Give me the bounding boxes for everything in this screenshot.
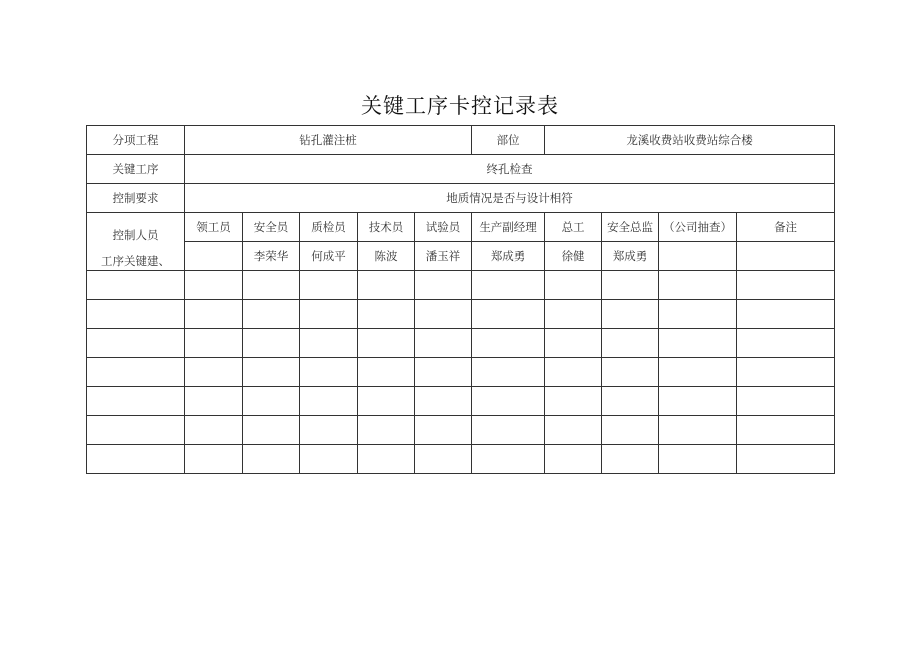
names-row <box>87 242 835 271</box>
control-requirement-label: 控制要求 <box>87 184 185 213</box>
blank-cell[interactable] <box>185 358 243 387</box>
role-cell: 领工员 <box>185 213 243 242</box>
blank-cell[interactable] <box>602 300 659 329</box>
blank-cell[interactable] <box>415 271 472 300</box>
blank-cell[interactable] <box>472 271 545 300</box>
blank-cell[interactable] <box>602 416 659 445</box>
blank-cell[interactable] <box>185 387 243 416</box>
blank-cell[interactable] <box>602 445 659 474</box>
blank-cell[interactable] <box>472 329 545 358</box>
blank-cell[interactable] <box>300 445 358 474</box>
name-cell <box>185 242 243 271</box>
key-process-row <box>87 155 835 184</box>
control-requirement-row <box>87 184 835 213</box>
sub-project-row <box>87 126 835 155</box>
blank-cell[interactable] <box>243 387 300 416</box>
blank-cell[interactable] <box>87 416 185 445</box>
name-cell: 徐健 <box>545 242 602 271</box>
blank-cell[interactable] <box>545 300 602 329</box>
role-cell: 生产副经理 <box>472 213 545 242</box>
key-process-label: 关键工序 <box>87 155 185 184</box>
roles-row <box>87 213 835 242</box>
control-personnel-label: 控制人员 <box>112 227 159 242</box>
blank-cell[interactable] <box>358 416 415 445</box>
blank-cell[interactable] <box>659 387 737 416</box>
blank-cell[interactable] <box>602 271 659 300</box>
blank-cell[interactable] <box>415 387 472 416</box>
blank-cell[interactable] <box>87 387 185 416</box>
blank-cell[interactable] <box>185 445 243 474</box>
blank-cell[interactable] <box>659 445 737 474</box>
blank-cell[interactable] <box>87 358 185 387</box>
blank-cell[interactable] <box>659 416 737 445</box>
blank-cell[interactable] <box>472 445 545 474</box>
blank-cell[interactable] <box>737 300 835 329</box>
blank-row <box>87 387 835 416</box>
part-value: 龙溪收费站收费站综合楼 <box>545 126 835 155</box>
blank-cell[interactable] <box>545 271 602 300</box>
blank-cell[interactable] <box>358 387 415 416</box>
blank-cell[interactable] <box>737 329 835 358</box>
blank-cell[interactable] <box>185 416 243 445</box>
role-cell: 试验员 <box>415 213 472 242</box>
blank-cell[interactable] <box>737 445 835 474</box>
name-cell: 陈波 <box>358 242 415 271</box>
name-cell: 李荣华 <box>243 242 300 271</box>
control-requirement-value: 地质情况是否与设计相符 <box>185 184 835 213</box>
blank-cell[interactable] <box>415 300 472 329</box>
role-cell: 总工 <box>545 213 602 242</box>
blank-cell[interactable] <box>415 329 472 358</box>
blank-cell[interactable] <box>415 416 472 445</box>
role-cell: 安全员 <box>243 213 300 242</box>
blank-cell[interactable] <box>185 271 243 300</box>
blank-cell[interactable] <box>545 416 602 445</box>
key-process-control-table <box>86 125 835 474</box>
blank-cell[interactable] <box>415 445 472 474</box>
blank-cell[interactable] <box>87 300 185 329</box>
blank-row <box>87 445 835 474</box>
blank-cell[interactable] <box>300 271 358 300</box>
blank-rows <box>87 271 835 474</box>
blank-row <box>87 300 835 329</box>
role-cell: 技术员 <box>358 213 415 242</box>
blank-cell[interactable] <box>243 271 300 300</box>
blank-row <box>87 416 835 445</box>
blank-cell[interactable] <box>243 300 300 329</box>
blank-cell[interactable] <box>545 358 602 387</box>
blank-cell[interactable] <box>737 416 835 445</box>
blank-cell[interactable] <box>300 416 358 445</box>
name-cell: 郑成勇 <box>602 242 659 271</box>
blank-cell[interactable] <box>602 329 659 358</box>
sub-project-label: 分项工程 <box>87 126 185 155</box>
blank-cell[interactable] <box>472 358 545 387</box>
blank-cell[interactable] <box>87 445 185 474</box>
blank-cell[interactable] <box>659 300 737 329</box>
blank-cell[interactable] <box>659 329 737 358</box>
blank-cell[interactable] <box>358 329 415 358</box>
blank-cell[interactable] <box>602 387 659 416</box>
blank-cell[interactable] <box>737 271 835 300</box>
blank-cell[interactable] <box>243 445 300 474</box>
blank-cell[interactable] <box>602 358 659 387</box>
blank-cell[interactable] <box>545 387 602 416</box>
page-title: 关键工序卡控记录表 <box>361 94 559 118</box>
blank-cell[interactable] <box>300 358 358 387</box>
part-label: 部位 <box>472 126 545 155</box>
blank-cell[interactable] <box>545 329 602 358</box>
blank-cell[interactable] <box>358 445 415 474</box>
key-process-build-label: 工序关键建、 <box>101 253 170 268</box>
key-process-value: 终孔检查 <box>185 155 835 184</box>
name-cell <box>737 242 835 271</box>
blank-cell[interactable] <box>300 300 358 329</box>
blank-cell[interactable] <box>358 358 415 387</box>
blank-cell[interactable] <box>358 271 415 300</box>
blank-cell[interactable] <box>358 300 415 329</box>
blank-cell[interactable] <box>300 387 358 416</box>
name-cell: 潘玉祥 <box>415 242 472 271</box>
blank-cell[interactable] <box>243 358 300 387</box>
blank-cell[interactable] <box>185 300 243 329</box>
personnel-label-cell <box>87 213 185 271</box>
blank-cell[interactable] <box>87 271 185 300</box>
blank-row <box>87 358 835 387</box>
sub-project-value: 钻孔灌注桩 <box>185 126 472 155</box>
blank-cell[interactable] <box>415 358 472 387</box>
blank-cell[interactable] <box>545 445 602 474</box>
blank-cell[interactable] <box>87 329 185 358</box>
blank-cell[interactable] <box>472 387 545 416</box>
blank-row <box>87 271 835 300</box>
blank-cell[interactable] <box>300 329 358 358</box>
blank-cell[interactable] <box>737 358 835 387</box>
blank-cell[interactable] <box>472 416 545 445</box>
role-cell: 质检员 <box>300 213 358 242</box>
role-cell: （公司抽查） <box>659 213 737 242</box>
name-cell <box>659 242 737 271</box>
name-cell: 何成平 <box>300 242 358 271</box>
blank-cell[interactable] <box>243 416 300 445</box>
blank-cell[interactable] <box>243 329 300 358</box>
blank-cell[interactable] <box>472 300 545 329</box>
role-cell: 备注 <box>737 213 835 242</box>
name-cell: 郑成勇 <box>472 242 545 271</box>
blank-cell[interactable] <box>737 387 835 416</box>
blank-cell[interactable] <box>185 329 243 358</box>
blank-row <box>87 329 835 358</box>
role-cell: 安全总监 <box>602 213 659 242</box>
blank-cell[interactable] <box>659 271 737 300</box>
blank-cell[interactable] <box>659 358 737 387</box>
